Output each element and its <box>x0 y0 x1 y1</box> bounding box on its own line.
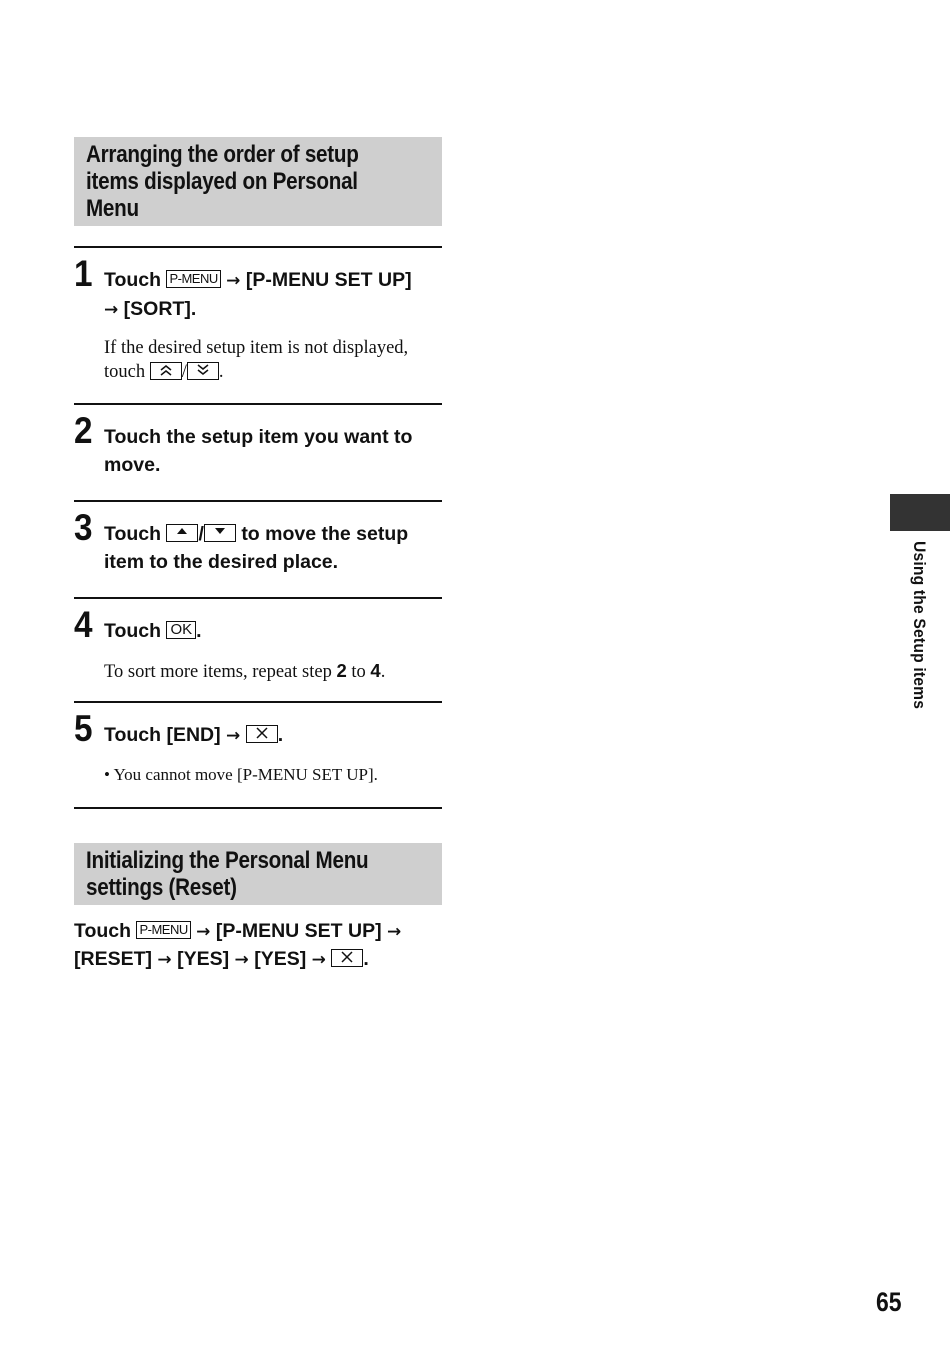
double-chevron-down-icon <box>196 363 210 377</box>
step-title <box>104 520 444 576</box>
step-4 <box>74 604 442 697</box>
section-heading-initializing <box>74 843 442 905</box>
chapter-tab-label: Using the Setup items <box>910 541 929 710</box>
arrow-right-icon: → <box>104 300 119 320</box>
close-button[interactable] <box>331 949 363 967</box>
step-number: 2 <box>74 410 93 451</box>
section-heading-arranging <box>74 137 442 226</box>
section-heading-line: Arranging the order of setup <box>86 141 359 168</box>
divider <box>74 807 442 809</box>
step-text: [SORT]. <box>123 298 197 320</box>
move-down-button[interactable] <box>204 524 236 542</box>
p-menu-button[interactable]: P-MENU <box>166 270 220 288</box>
step-text: Touch <box>104 620 162 642</box>
step-number: 4 <box>74 604 93 645</box>
arrow-right-icon: → <box>226 726 241 746</box>
page-number: 65 <box>876 1287 902 1317</box>
step-title <box>104 266 444 324</box>
p-menu-button[interactable]: P-MENU <box>136 921 190 939</box>
step-text: [P-MENU SET UP] <box>245 269 412 291</box>
section-heading-line: Initializing the Personal Menu <box>86 847 369 874</box>
note-text: If the desired setup item is not displayed, <box>104 338 409 358</box>
step-1 <box>74 253 442 396</box>
reset-instructions <box>74 918 446 974</box>
divider <box>74 701 442 703</box>
step-text: Touch [END] <box>104 724 221 746</box>
note-step-ref: 2 <box>336 660 347 681</box>
step-number: 5 <box>74 708 93 749</box>
step-text: to move the setup <box>241 523 409 545</box>
step-text: item to the desired place. <box>104 551 339 573</box>
step-number: 3 <box>74 507 93 548</box>
arrow-right-icon: → <box>226 271 241 291</box>
chapter-tab <box>890 494 950 531</box>
divider <box>74 246 442 248</box>
note-text: To sort more items, repeat step <box>104 662 332 682</box>
close-x-icon <box>255 726 269 740</box>
section-heading-line: Menu <box>86 195 139 222</box>
step-note <box>104 336 444 384</box>
double-chevron-up-icon <box>159 363 173 377</box>
step-text: . <box>196 620 202 642</box>
step-text: Touch <box>104 523 162 545</box>
step-3 <box>74 507 442 590</box>
step-5 <box>74 708 442 801</box>
arrow-right-icon: → <box>196 922 211 942</box>
note-text: to <box>351 662 366 682</box>
slash-separator: / <box>198 523 204 545</box>
step-title: Touch the setup item you want to move. <box>104 426 413 476</box>
arrow-right-icon: → <box>311 950 326 970</box>
step-2 <box>74 410 442 493</box>
step-number: 1 <box>74 253 93 294</box>
step-text: . <box>363 948 369 970</box>
arrow-right-icon: → <box>157 950 172 970</box>
ok-button[interactable]: OK <box>166 621 196 639</box>
step-text: [YES] <box>254 948 307 970</box>
close-x-icon <box>340 950 354 964</box>
step-note: • You cannot move [P-MENU SET UP]. <box>104 765 378 784</box>
close-button[interactable] <box>246 725 278 743</box>
section-heading-line: items displayed on Personal <box>86 168 358 195</box>
step-note <box>104 659 444 684</box>
divider <box>74 500 442 502</box>
arrow-right-icon: → <box>387 922 402 942</box>
note-text: . <box>380 662 386 682</box>
divider <box>74 403 442 405</box>
scroll-down-button[interactable] <box>187 362 219 380</box>
note-text: . <box>218 362 224 382</box>
note-step-ref: 4 <box>370 660 381 681</box>
section-heading-line: settings (Reset) <box>86 874 237 901</box>
move-up-button[interactable] <box>166 524 198 542</box>
step-title <box>104 721 444 750</box>
note-text: touch <box>104 362 146 382</box>
step-text: Touch <box>74 920 132 942</box>
divider <box>74 597 442 599</box>
step-text: . <box>277 724 284 746</box>
arrow-right-icon: → <box>234 950 249 970</box>
step-title <box>104 617 444 645</box>
slash-separator: / <box>181 362 187 382</box>
step-text: Touch <box>104 269 162 291</box>
step-text: [RESET] <box>74 948 152 970</box>
step-text: [P-MENU SET UP] <box>215 920 382 942</box>
triangle-up-icon <box>176 525 188 537</box>
scroll-up-button[interactable] <box>150 362 182 380</box>
triangle-down-icon <box>214 525 226 537</box>
step-text: [YES] <box>177 948 230 970</box>
